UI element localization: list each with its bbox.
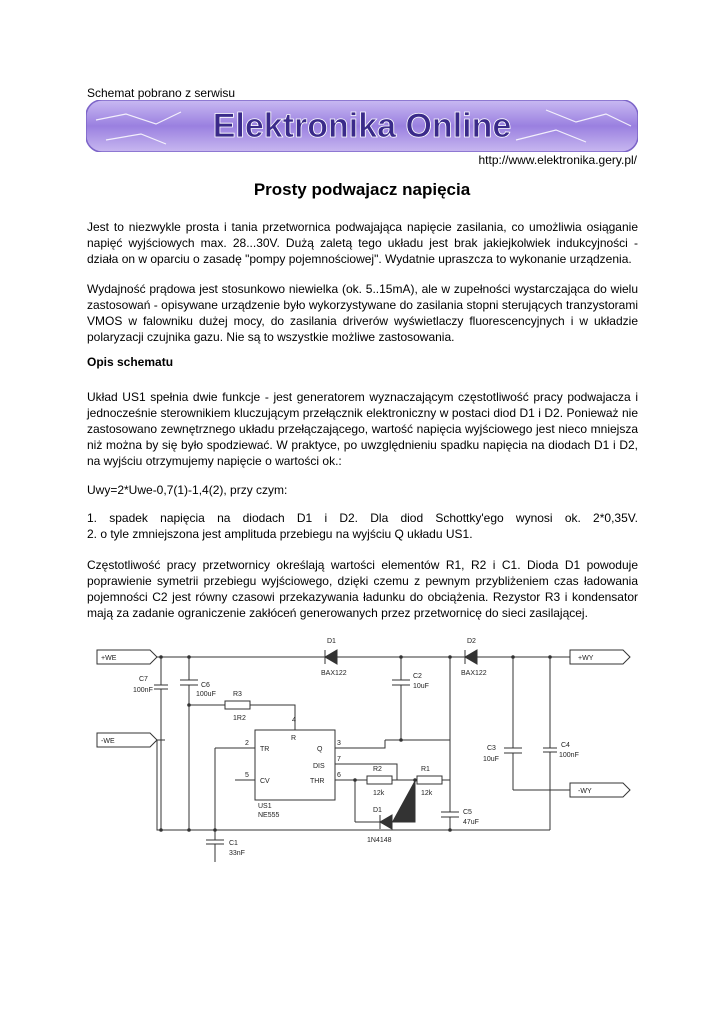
svg-text:100nF: 100nF <box>559 752 579 759</box>
svg-text:6: 6 <box>337 772 341 779</box>
svg-text:Q: Q <box>317 746 323 753</box>
svg-text:BAX122: BAX122 <box>461 670 487 677</box>
circuit-schematic <box>95 630 635 875</box>
notes-block <box>87 510 638 542</box>
note-1: 1. spadek napięcia na diodach D1 i D2. Dla diod Schottky'ego wynosi ok. 2*0,35V. <box>87 511 638 525</box>
svg-text:R2: R2 <box>373 766 382 773</box>
paragraph-efficiency: Wydajność prądowa jest stosunkowo niewielka (ok. 5..15mA), ale w zupełności wystarczająca do wielu zastosowań - opisywane urządzenie było wykorzystywane do zasilania stopni sterujących tranzystorami VMOS w falowniku dużej mocy, do zasilania driverów wyświetlaczy fluorescencyjnych i w układzie polaryzacji czujnika gazu. Nie są to wszystkie możliwe zastosowania. <box>87 282 638 344</box>
svg-text:TR: TR <box>260 746 270 753</box>
paragraph-intro: Jest to niezwykle prosta i tania przetwornica podwajająca napięcie zasilania, co umożliwia osiąganie napięć wyjściowych max. 28...30V. Dużą zaletą tego układu jest brak jakiejkolwiek indukcyjności - działa on w oparciu o zasadę "pompy pojemnościowej". Wydatnie upraszcza to wykonanie urządzenia. <box>87 220 638 266</box>
svg-text:+WY: +WY <box>578 655 594 662</box>
diode-d2 <box>465 650 477 664</box>
svg-text:10uF: 10uF <box>483 756 499 763</box>
svg-text:DIS: DIS <box>313 763 325 770</box>
svg-text:33nF: 33nF <box>229 850 245 857</box>
svg-text:100uF: 100uF <box>196 691 216 698</box>
paragraph-description: Układ US1 spełnia dwie funkcje - jest generatorem wyznaczającym częstotliwość pracy podwajacza i jednocześnie sterownikiem kluczującym przełącznik elektroniczny w postaci diod D1 i D2. Ponieważ nie zastosowano zewnętrznego układu przełączającego, wartość napięcia wyjściowego jest nieco mniejsza niż można by się było spodziewać. W praktyce, po uwzględnieniu spadku napięcia na diodach D1 i D2, na wyjściu otrzymujemy napięcie o wartości ok.: <box>87 390 638 468</box>
svg-text:10uF: 10uF <box>413 683 429 690</box>
svg-text:+WE: +WE <box>101 655 117 662</box>
paragraph-frequency: Częstotliwość pracy przetwornicy określają wartości elementów R1, R2 i C1. Dioda D1 powoduje poprawienie symetrii przebiegu wyjściowego, dzięki czemu z pewnym przybliżeniem czas ładowania pojemności C2 jest równy czasowi przekazywania ładunku do obciążenia. Rezystor R3 i kondensator mają za zadanie ograniczenie zakłóceń generowanych przez przetwornicę do sieci zasilającej. <box>87 558 638 620</box>
banner-text: Elektronika Online <box>212 107 512 145</box>
svg-text:CV: CV <box>260 778 270 785</box>
svg-text:D1: D1 <box>373 807 382 814</box>
svg-text:R: R <box>291 735 297 742</box>
svg-text:-WY: -WY <box>578 788 592 795</box>
svg-text:7: 7 <box>337 756 341 763</box>
svg-text:C4: C4 <box>561 742 570 749</box>
formula-line: Uwy=2*Uwe-0,7(1)-1,4(2), przy czym: <box>87 483 288 497</box>
svg-text:100nF: 100nF <box>133 687 153 694</box>
svg-text:12k: 12k <box>373 790 385 797</box>
site-banner-logo[interactable] <box>86 100 638 152</box>
svg-text:47uF: 47uF <box>463 819 479 826</box>
svg-text:D1: D1 <box>327 638 336 645</box>
svg-text:C5: C5 <box>463 809 472 816</box>
svg-text:5: 5 <box>245 772 249 779</box>
note-2: 2. o tyle zmniejszona jest amplituda przebiegu na wyjściu Q układu US1. <box>87 527 473 541</box>
svg-text:2: 2 <box>245 740 249 747</box>
svg-text:4: 4 <box>292 717 296 724</box>
site-url-link[interactable]: http://www.elektronika.gery.pl/ <box>478 153 637 167</box>
section-heading: Opis schematu <box>87 355 174 369</box>
svg-text:US1: US1 <box>258 803 272 810</box>
svg-text:3: 3 <box>337 740 341 747</box>
svg-text:1N4148: 1N4148 <box>367 837 392 844</box>
svg-text:C7: C7 <box>139 676 148 683</box>
svg-text:C6: C6 <box>201 682 210 689</box>
svg-text:-WE: -WE <box>101 738 115 745</box>
diode-d1 <box>325 650 337 664</box>
svg-text:C3: C3 <box>487 745 496 752</box>
svg-text:R3: R3 <box>233 691 242 698</box>
svg-text:C2: C2 <box>413 673 422 680</box>
svg-text:12k: 12k <box>421 790 433 797</box>
svg-text:R1: R1 <box>421 766 430 773</box>
svg-text:C1: C1 <box>229 840 238 847</box>
svg-text:1R2: 1R2 <box>233 715 246 722</box>
article-title: Prosty podwajacz napięcia <box>253 180 471 199</box>
source-label: Schemat pobrano z serwisu <box>87 86 236 100</box>
svg-text:THR: THR <box>310 778 325 785</box>
svg-text:D2: D2 <box>467 638 476 645</box>
svg-text:BAX122: BAX122 <box>321 670 347 677</box>
svg-text:NE555: NE555 <box>258 812 280 819</box>
